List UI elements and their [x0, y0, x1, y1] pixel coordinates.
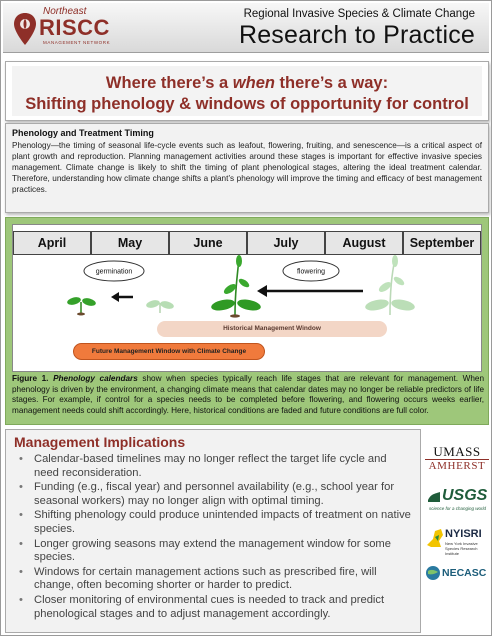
title-line-2: Shifting phenology & windows of opportunity for control	[25, 95, 469, 113]
logo-name-text: RISCC	[39, 15, 110, 40]
title-line-1-post: there’s a way:	[274, 74, 389, 92]
list-item: • Windows for certain management actions such as prescribed fire, will change, often becoming shorter or harder to predict.	[19, 565, 377, 592]
map-pin-icon	[13, 12, 37, 46]
bullet-icon: •	[19, 593, 23, 606]
header-banner	[3, 3, 489, 53]
bullet-icon: •	[19, 509, 23, 522]
umass-amherst-logo: UMASS AMHERST	[425, 445, 489, 472]
list-item: • Funding (e.g., fiscal year) and personnel availability (e.g., school year for seasonal workers) may no longer align with optimal timing.	[19, 481, 395, 507]
germination-label: germination	[95, 268, 133, 276]
header-subtitle: Regional Invasive Species & Climate Change	[243, 8, 475, 20]
management-title: Management Implications	[14, 434, 186, 450]
bullet-icon: •	[19, 565, 23, 578]
management-list	[14, 453, 412, 621]
title-line-1	[12, 73, 482, 94]
title-inner	[12, 66, 482, 116]
title-box	[5, 61, 489, 121]
caption-emphasis: Phenology calendars	[53, 374, 138, 383]
arrow-left-icon	[257, 285, 363, 297]
bullet-icon: •	[19, 453, 23, 465]
list-item: • Shifting phenology could produce unintended impacts of treatment on native species.	[19, 509, 411, 535]
month-label: June	[169, 231, 247, 255]
seedling-icon	[66, 296, 96, 316]
riscc-logo	[9, 6, 129, 50]
bullet-icon: •	[19, 537, 23, 550]
caption-label: Figure 1.	[12, 374, 49, 383]
flowering-plant-icon	[210, 255, 262, 318]
historical-management-window: Historical Management Window	[157, 321, 387, 337]
usgs-wave-icon	[427, 490, 441, 504]
phenology-section	[5, 123, 489, 213]
new-york-state-icon	[425, 527, 445, 549]
list-item: • Calendar-based timelines may no longer reflect the target life cycle and need reconsideration.	[19, 453, 387, 479]
globe-icon	[425, 565, 441, 581]
list-item: • Longer growing seasons may extend the management window for some species.	[19, 537, 391, 564]
phenology-heading: Phenology and Treatment Timing	[12, 128, 154, 138]
month-label: September	[403, 231, 481, 255]
logo-network-text: MANAGEMENT NETWORK	[43, 40, 111, 45]
title-line-1-pre: Where there’s a	[105, 74, 233, 92]
title-line-1-em: when	[232, 74, 275, 92]
phenology-body: Phenology—the timing of seasonal life-cycle events such as leafout, flowering, fruiting, and senescence—is a critical aspect of plant growth and reproduction. Planning management activities around these stages is important for effective invasive species management. Climate change is likely to shift the timing of plant phenological stages, altering the ideal treatment calendar. Therefore, understanding how climate change shifts a plant’s phenology will improve the timing and efficacy of best management practices.	[12, 141, 482, 194]
month-label: April	[13, 231, 91, 255]
list-item: • Closer monitoring of environmental cues is needed to track and predict phenological stages and to adjust management accordingly.	[19, 593, 385, 620]
header-title: Research to Practice	[238, 21, 475, 49]
arrow-left-icon	[111, 292, 133, 302]
month-label: May	[91, 231, 169, 255]
future-management-window: Future Management Window with Climate Change	[73, 343, 265, 360]
seedling-faded-icon	[145, 299, 174, 313]
flowering-plant-faded-icon	[364, 255, 416, 315]
caption-text: show when species typically reach life stages that are relevant for management. When phenology is driven by the environment, a changing climate means that calendar dates may no longer be reliable predictors of life stages. For example, if control for a species needs to be completed before flowering, and flowering occurs weeks earlier, management needs could shift accordingly. Here, historical conditions are faded and future conditions are full color.	[12, 374, 485, 415]
figure-section	[5, 217, 489, 425]
flowering-label: flowering	[296, 268, 326, 276]
bullet-icon: •	[19, 481, 23, 494]
logo-region-text: Northeast	[43, 6, 87, 17]
phenology-calendar	[12, 224, 482, 372]
month-label: July	[247, 231, 325, 255]
month-label: August	[325, 231, 403, 255]
figure-caption	[12, 374, 484, 416]
partner-logos: UMASS AMHERST USGS science for a changing world NYISRI New York Invasive Species Research Institute NECASC	[425, 437, 489, 627]
management-implications-section	[5, 429, 421, 633]
